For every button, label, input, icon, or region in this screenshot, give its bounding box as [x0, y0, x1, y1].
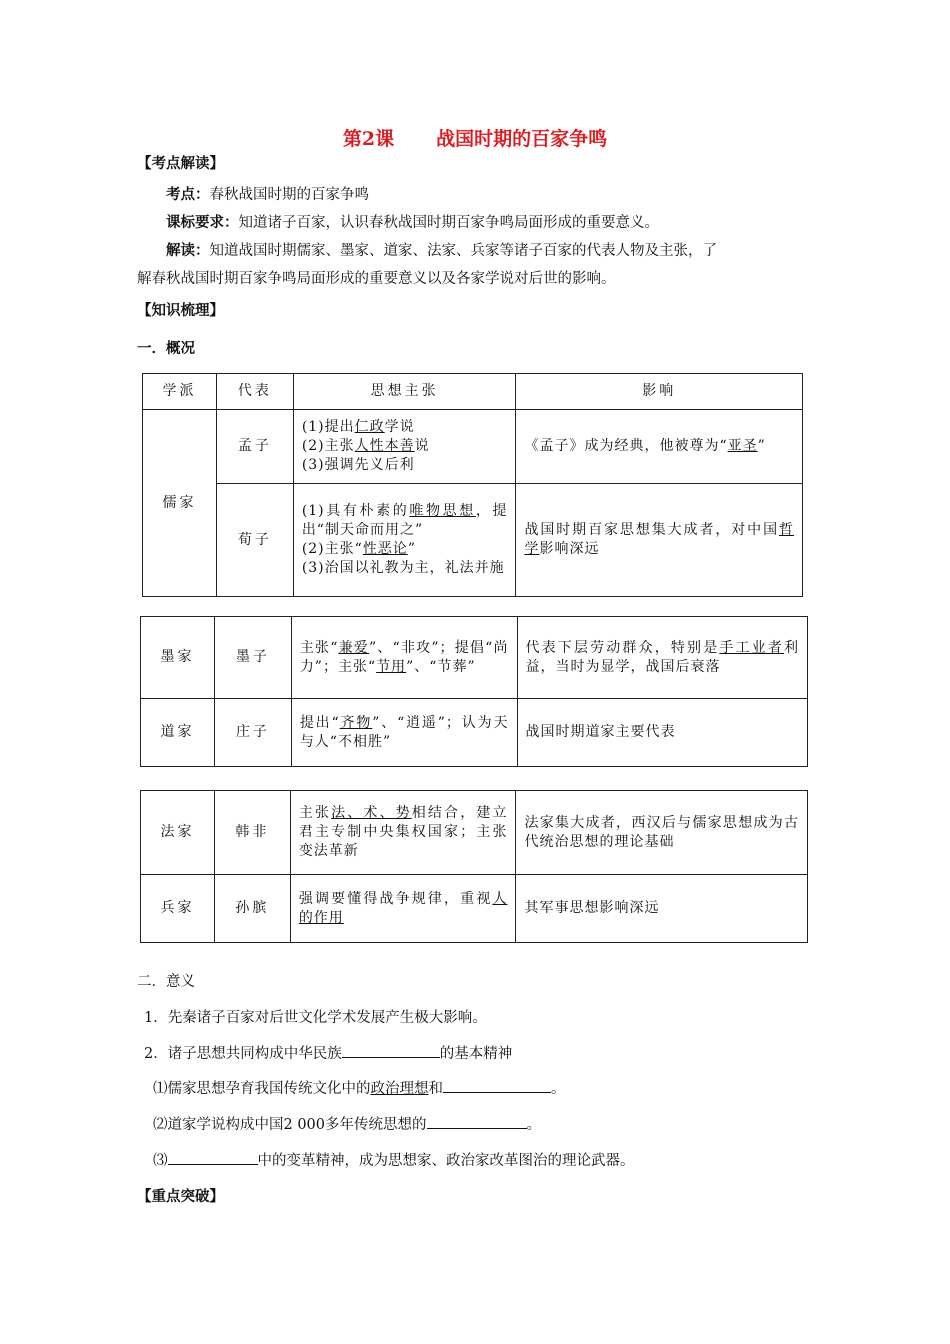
table-row — [143, 484, 803, 597]
table-mojia-daojia — [140, 616, 808, 767]
lesson-number: 第2课 — [342, 128, 395, 150]
kaodian-text: 春秋战国时期的百家争鸣 — [209, 187, 369, 203]
table-header-row — [143, 374, 803, 410]
significance-item-2-3: ⑶ 中的变革精神，成为思想家、政治家改革图治的理论武器。 — [153, 1149, 635, 1170]
rep-sunbin: 孙膑 — [214, 875, 290, 943]
rep-mozi: 墨子 — [214, 617, 291, 699]
school-bingjia: 兵家 — [141, 875, 215, 943]
ideas-hanfei: 主张法、术、势相结合，建立君主专制中央集权国家；主张变法革新 — [290, 791, 516, 875]
section-zhongdian: 【重点突破】 — [137, 1188, 224, 1205]
answer-blank — [443, 1078, 551, 1093]
part2-heading: 二．意义 — [137, 974, 195, 990]
ideas-xunzi: (1)具有朴素的唯物思想，提出“制天命而用之” (2)主张“性恶论” (3)治国以礼教为主，礼法并施 — [293, 484, 516, 597]
table-row — [141, 791, 808, 875]
header-influence: 影响 — [516, 374, 803, 410]
influence-mengzi: 《孟子》成为经典，他被尊为“亚圣” — [516, 410, 803, 484]
kebiao-label: 课标要求： — [166, 214, 239, 231]
page-title — [0, 124, 950, 151]
table-row — [143, 410, 803, 484]
lesson-name: 战国时期的百家争鸣 — [436, 128, 608, 150]
influence-xunzi: 战国时期百家思想集大成者，对中国哲学影响深远 — [516, 484, 803, 597]
kaodian-label: 考点： — [166, 186, 210, 203]
header-school: 学派 — [143, 374, 217, 410]
school-rujia: 儒家 — [143, 410, 217, 597]
answer-blank — [427, 1114, 527, 1129]
answer-blank — [342, 1043, 440, 1058]
school-fajia: 法家 — [141, 791, 215, 875]
school-daojia: 道家 — [141, 699, 215, 767]
kaodian-line — [166, 183, 369, 204]
table-row — [141, 875, 808, 943]
table-rujia — [142, 373, 803, 597]
influence-hanfei: 法家集大成者，西汉后与儒家思想成为古代统治思想的理论基础 — [516, 791, 808, 875]
kebiao-line — [166, 211, 659, 232]
part1-heading: 一．概况 — [137, 340, 195, 357]
significance-item-2-1: ⑴儒家思想孕育我国传统文化中的政治理想和 。 — [153, 1077, 566, 1098]
answer-blank — [168, 1150, 258, 1165]
section-kaodian: 【考点解读】 — [137, 155, 224, 172]
table-fajia-bingjia — [140, 790, 808, 943]
table-row — [141, 617, 808, 699]
jiedu-text-2: 解春秋战国时期百家争鸣局面形成的重要意义以及各家学说对后世的影响。 — [137, 271, 616, 287]
rep-hanfei: 韩非 — [214, 791, 290, 875]
ideas-zhuangzi: 提出“齐物”、“逍遥”；认为天与人“不相胜” — [291, 699, 517, 767]
rep-xunzi: 荀子 — [216, 484, 293, 597]
ideas-mengzi: (1)提出仁政学说 (2)主张人性本善说 (3)强调先义后利 — [293, 410, 516, 484]
rep-zhuangzi: 庄子 — [214, 699, 291, 767]
significance-item-2: 2．诸子思想共同构成中华民族 的基本精神 — [144, 1042, 512, 1063]
header-ideas: 思想主张 — [293, 374, 516, 410]
influence-mozi: 代表下层劳动群众，特别是手工业者利益，当时为显学，战国后衰落 — [517, 617, 808, 699]
influence-zhuangzi: 战国时期道家主要代表 — [517, 699, 808, 767]
jiedu-text-1: 知道战国时期儒家、墨家、道家、法家、兵家等诸子百家的代表人物及主张，了 — [209, 243, 717, 259]
rep-mengzi: 孟子 — [216, 410, 293, 484]
kebiao-text: 知道诸子百家，认识春秋战国时期百家争鸣局面形成的重要意义。 — [238, 215, 659, 231]
influence-sunbin: 其军事思想影响深远 — [516, 875, 808, 943]
section-zhishi: 【知识梳理】 — [137, 302, 224, 319]
header-representative: 代表 — [216, 374, 293, 410]
significance-item-1: 1．先秦诸子百家对后世文化学术发展产生极大影响。 — [144, 1010, 487, 1026]
ideas-sunbin: 强调要懂得战争规律，重视人的作用 — [290, 875, 516, 943]
table-row — [141, 699, 808, 767]
school-mojia: 墨家 — [141, 617, 215, 699]
jiedu-label: 解读： — [166, 242, 210, 259]
jiedu-line — [166, 239, 717, 260]
significance-item-2-2: ⑵道家学说构成中国2 000多年传统思想的 。 — [153, 1113, 541, 1134]
ideas-mozi: 主张“兼爱”、“非攻”；提倡“尚力”；主张“节用”、“节葬” — [291, 617, 517, 699]
